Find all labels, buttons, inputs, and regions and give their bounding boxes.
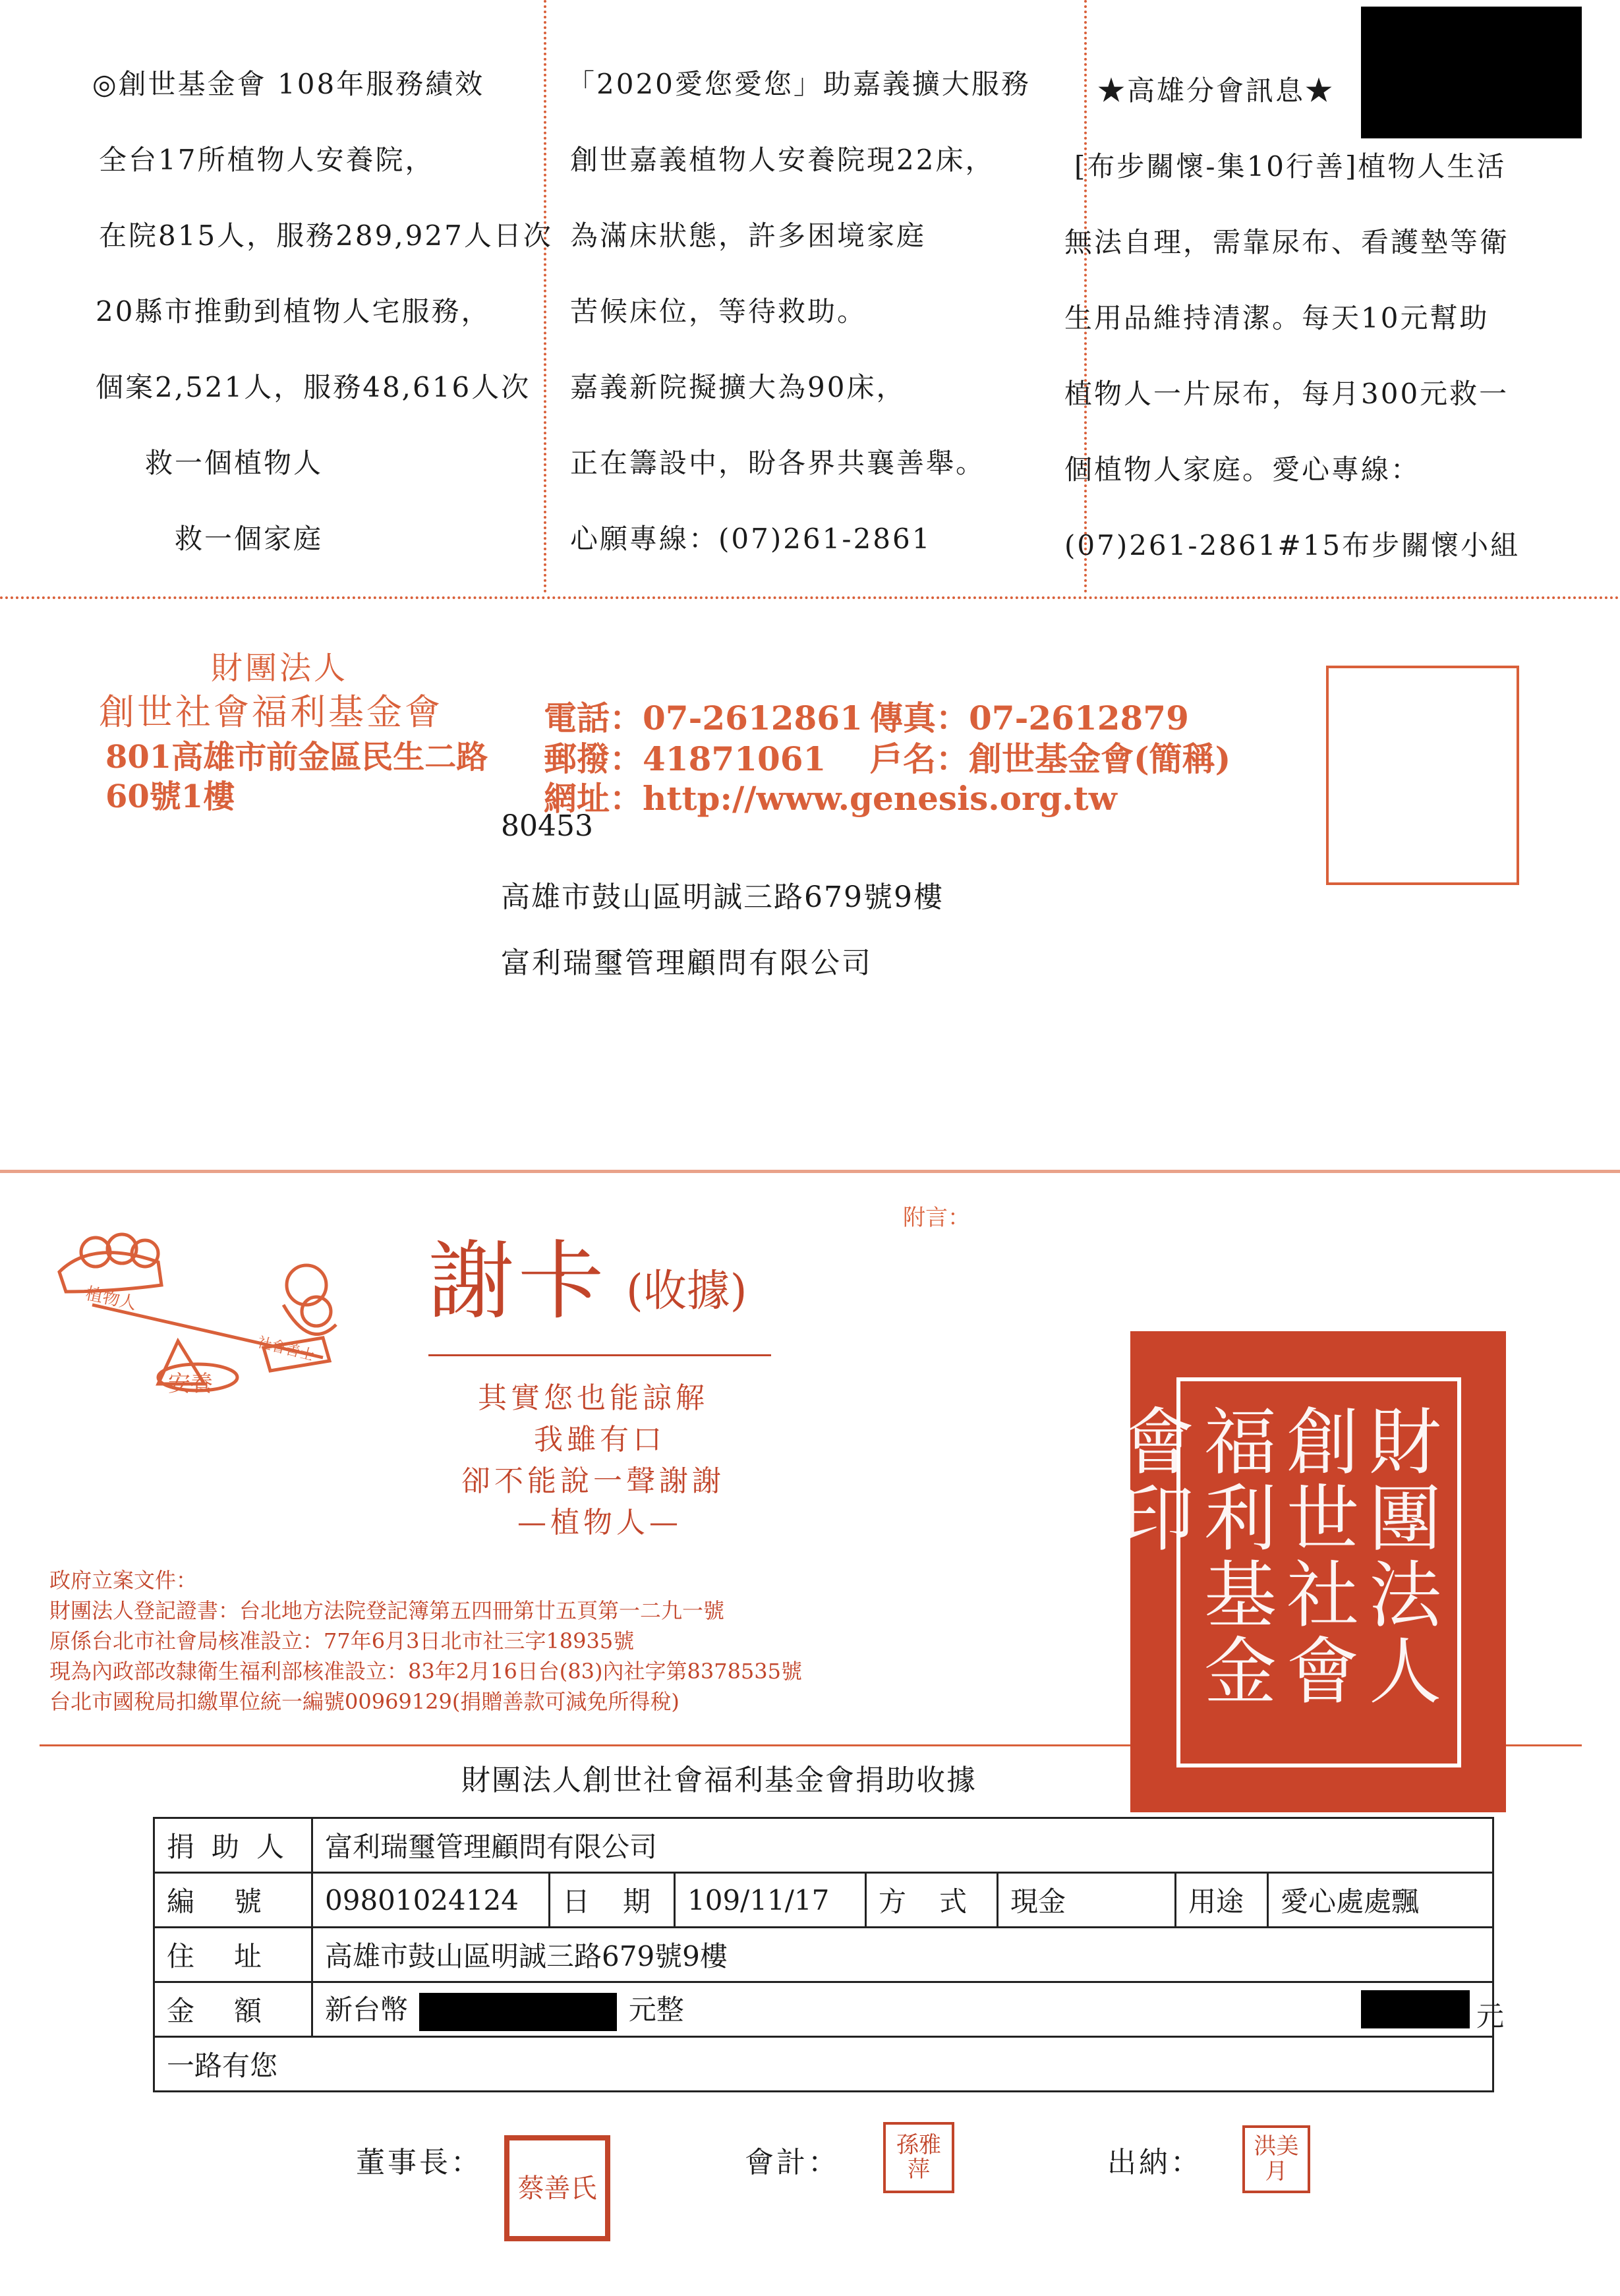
card-title: 謝卡 [428,1231,608,1331]
accountant-label: 會計： [745,2146,840,2179]
poem-line: 我雖有口 [534,1423,666,1456]
donor-value: 富利瑞璽管理顧問有限公司 [312,1818,1493,1873]
gov-doc-line: 財團法人登記證書：台北地方法院登記簿第五四冊第廿五頁第一二九一號 [49,1598,725,1623]
fold-line-middle [0,1170,1620,1173]
organization-seal [1110,1331,1506,1812]
address-label: 住址 [154,1928,312,1982]
table-row [154,1982,1493,2037]
redaction-block [1361,7,1582,138]
poem-line: 其實您也能諒解 [478,1381,709,1415]
poem-line: 卻不能說一聲謝謝 [461,1464,725,1498]
amount-unit: 元 [1476,2000,1505,2032]
gov-doc-line: 政府立案文件： [49,1568,198,1593]
col3-line: 個植物人家庭。愛心專線： [1064,453,1421,486]
gov-doc-line: 現為內政部改隸衛生福利部核准設立：83年2月16日台(83)內社字第8378535號 [49,1659,803,1684]
col1-line: 救一個植物人 [145,447,324,479]
date-label: 日期 [550,1873,675,1928]
sender-account: 戶名：創世基金會(簡稱) [870,739,1231,778]
receipt-table [153,1817,1505,2092]
table-row [154,2037,1493,2092]
sender-line2: 創世社會福利基金會 [99,691,443,733]
amount-figure-redaction [1361,1990,1470,2028]
chair-stamp: 蔡善氏 [504,2135,610,2241]
gov-doc-line: 原係台北市社會局核准設立：77年6月3日北市社三字18935號 [49,1628,635,1653]
stamp-box [1326,666,1519,885]
amount-cell [312,1982,1505,2037]
note-label: 附言： [903,1205,970,1231]
logo-label-care: 安養 [168,1371,213,1397]
col3-line: (07)261-2861#15布步關懷小組 [1064,529,1520,561]
use-value: 愛心處處飄 [1268,1873,1493,1928]
col1-line: 個案2,521人，服務48,616人次 [96,371,531,403]
col1-line: 在院815人，服務289,927人日次 [99,219,553,252]
amount-prefix: 新台幣 [325,1993,409,2026]
sender-line3: 801高雄市前金區民生二路 [105,739,488,776]
col2-line: 苦候床位，等待救助。 [570,295,867,328]
address-value: 高雄市鼓山區明誠三路679號9樓 [312,1928,1493,1982]
col1-line: 全台17所植物人安養院， [99,144,435,176]
col2-line: 正在籌設中，盼各界共襄善舉。 [570,447,986,479]
recipient-name: 富利瑞璽管理顧問有限公司 [501,946,873,980]
table-row [154,1928,1493,1982]
cashier-stamp: 洪美月 [1242,2125,1310,2193]
col1-line: ◎創世基金會 108年服務績效 [92,68,485,100]
col1-line: 20縣市推動到植物人宅服務， [96,295,491,328]
col3-line: 植物人一片尿布，每月300元救一 [1064,378,1509,410]
cashier-label: 出納： [1107,2146,1202,2179]
col3-line: 生用品維持清潔。每天10元幫助 [1064,302,1490,334]
col2-line: 嘉義新院擬擴大為90床， [570,371,906,403]
column-divider-1 [544,0,546,593]
number-label: 編號 [154,1873,312,1928]
poem-line: —植物人— [517,1506,682,1539]
recipient-zip: 80453 [501,809,593,843]
sender-web: 網址：http://www.genesis.org.tw [544,779,1117,818]
receipt-heading: 財團法人創世社會福利基金會捐助收據 [461,1764,977,1797]
recipient-address: 高雄市鼓山區明誠三路679號9樓 [501,880,944,914]
logo-label-donor: 社會善士 [255,1334,316,1365]
sender-phone: 電話：07-2612861 [544,699,863,737]
table-row [154,1818,1493,1873]
col3-line: 無法自理，需靠尿布、看護墊等衛 [1064,226,1510,258]
date-value: 109/11/17 [675,1873,866,1928]
title-underline [428,1354,771,1356]
seal-text: 財團法人創世社會福利基金會印 [1110,1404,1441,1709]
donor-label: 捐助人 [154,1818,312,1873]
sender-line4: 60號1樓 [105,778,235,815]
method-value: 現金 [998,1873,1176,1928]
chair-label: 董事長： [356,2146,482,2179]
col3-line: ★高雄分會訊息★ [1097,74,1335,107]
col3-line: [布步關懷-集10行善]植物人生活 [1074,150,1507,183]
sender-postal: 郵撥：41871061 [544,739,826,778]
amount-suffix: 元整 [628,1993,684,2026]
sender-fax: 傳真：07-2612879 [870,699,1189,737]
sender-line1: 財團法人 [211,650,349,687]
gov-docs [49,1565,802,1717]
charity-logo [46,1213,362,1404]
blessing: 一路有您 [154,2037,1493,2092]
amount-label: 金額 [154,1982,312,2037]
logo-label-plant: 植物人 [84,1284,138,1314]
accountant-stamp: 孫雅萍 [883,2122,954,2193]
card-title-sub: (收據) [626,1265,747,1316]
amount-redaction [419,1993,617,2031]
table-row [154,1873,1493,1928]
col2-line: 為滿床狀態，許多困境家庭 [570,219,927,252]
method-label: 方式 [866,1873,998,1928]
col2-line: 「2020愛您愛您」助嘉義擴大服務 [567,68,1031,100]
number-value: 09801024124 [312,1873,550,1928]
fold-line-top [0,596,1620,599]
col2-line: 創世嘉義植物人安養院現22床， [570,144,995,176]
col1-line: 救一個家庭 [175,523,324,555]
gov-doc-line: 台北市國稅局扣繳單位統一編號00969129(捐贈善款可減免所得稅) [49,1689,680,1714]
use-label: 用途 [1176,1873,1268,1928]
col2-line: 心願專線：(07)261-2861 [570,523,932,555]
